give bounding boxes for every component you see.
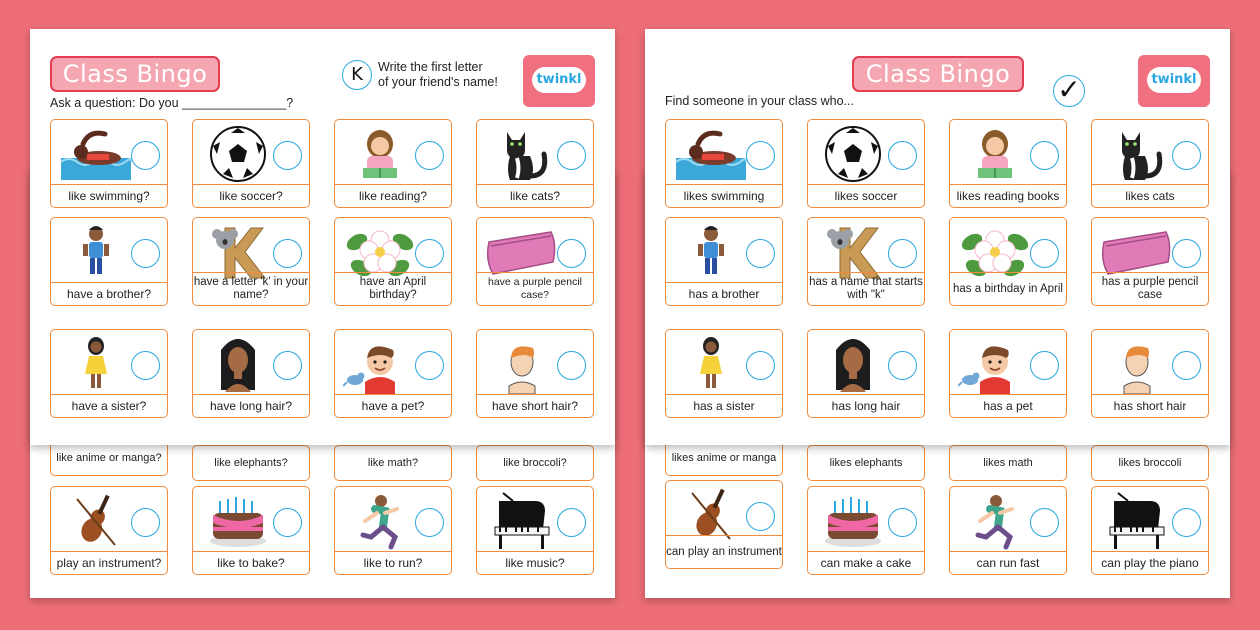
card-label: has a pet [950, 394, 1066, 417]
card-label: have long hair? [193, 394, 309, 417]
piano-icon [485, 491, 559, 551]
card-label: has long hair [808, 394, 924, 417]
bingo-card[interactable] [334, 445, 452, 481]
card-label: likes cats [1092, 184, 1208, 207]
card-label: likes broccoli [1118, 456, 1182, 469]
bingo-card[interactable] [1091, 119, 1209, 208]
soccer-ball-icon [816, 124, 890, 184]
bingo-card[interactable] [665, 480, 783, 569]
girl-icon [674, 334, 748, 394]
swimmer-icon [59, 124, 133, 184]
bingo-card[interactable] [949, 119, 1067, 208]
check-circle[interactable] [557, 351, 586, 380]
card-label: like music? [477, 551, 593, 574]
card-label: have a brother? [51, 282, 167, 305]
bingo-card[interactable] [807, 329, 925, 418]
bingo-card[interactable] [192, 486, 310, 575]
bingo-card[interactable] [50, 119, 168, 208]
girl-icon [59, 334, 133, 394]
check-circle[interactable] [273, 508, 302, 537]
card-label: have a letter 'k' in your name? [193, 272, 309, 305]
bingo-card[interactable] [476, 445, 594, 481]
card-label: likes reading books [950, 184, 1066, 207]
card-label: likes math [983, 456, 1033, 469]
runner-icon [958, 491, 1032, 551]
twinkl-logo-text: twinkl [532, 67, 586, 93]
check-circle[interactable] [131, 239, 160, 268]
bingo-card[interactable] [665, 119, 783, 208]
reading-girl-icon [343, 124, 417, 184]
instruction-text: Ask a question: Do you _______________? [50, 96, 294, 110]
cake-icon [816, 491, 890, 551]
check-circle[interactable] [1030, 508, 1059, 537]
bingo-card[interactable] [949, 217, 1067, 306]
card-label: like to bake? [193, 551, 309, 574]
check-circle[interactable] [131, 141, 160, 170]
long-hair-icon [201, 334, 275, 394]
card-label: has a name that starts with "k" [808, 272, 924, 305]
bingo-card[interactable] [50, 329, 168, 418]
bingo-card[interactable] [949, 445, 1067, 481]
card-label: play an instrument? [51, 551, 167, 574]
badge-line-2: of your friend's name! [378, 75, 498, 89]
piano-icon [1100, 491, 1174, 551]
card-label: have a pet? [335, 394, 451, 417]
bingo-card[interactable] [949, 486, 1067, 575]
card-label: likes soccer [808, 184, 924, 207]
card-label: has a sister [666, 394, 782, 417]
check-circle[interactable] [746, 351, 775, 380]
card-label: has a birthday in April [950, 272, 1066, 305]
card-label: has a brother [666, 282, 782, 305]
swimmer-icon [674, 124, 748, 184]
bingo-card[interactable] [334, 329, 452, 418]
card-label: can run fast [950, 551, 1066, 574]
check-circle[interactable] [746, 239, 775, 268]
bingo-card[interactable] [1091, 486, 1209, 575]
reading-girl-icon [958, 124, 1032, 184]
bingo-card[interactable] [192, 445, 310, 481]
check-circle[interactable] [415, 239, 444, 268]
check-circle[interactable] [1172, 508, 1201, 537]
card-label: like soccer? [193, 184, 309, 207]
bingo-card[interactable] [665, 217, 783, 306]
card-label: have short hair? [477, 394, 593, 417]
card-label: like swimming? [51, 184, 167, 207]
twinkl-logo-text: twinkl [1147, 67, 1201, 93]
card-label: can play the piano [1092, 551, 1208, 574]
check-circle[interactable] [415, 141, 444, 170]
check-circle[interactable] [1030, 351, 1059, 380]
bingo-card[interactable] [476, 486, 594, 575]
check-circle[interactable] [888, 239, 917, 268]
card-label: like anime or manga? [56, 451, 162, 464]
card-label: like elephants? [214, 456, 288, 469]
cake-icon [201, 491, 275, 551]
check-circle[interactable] [888, 508, 917, 537]
short-hair-icon [485, 334, 559, 394]
boy-with-bird-icon [958, 334, 1032, 394]
bingo-card[interactable] [476, 329, 594, 418]
check-circle[interactable] [273, 351, 302, 380]
check-circle[interactable] [131, 508, 160, 537]
bingo-card[interactable] [50, 486, 168, 575]
bingo-card[interactable] [665, 440, 783, 476]
bingo-card[interactable] [1091, 329, 1209, 418]
card-label: like math? [367, 456, 419, 469]
card-label: has a purple pencil case [1092, 272, 1208, 305]
check-circle[interactable] [1030, 141, 1059, 170]
badge-line-1: Write the first letter [378, 60, 483, 74]
instruction-text: Find someone in your class who... [665, 94, 854, 108]
bingo-card[interactable] [334, 119, 452, 208]
bingo-card[interactable] [949, 329, 1067, 418]
cat-icon [1100, 124, 1174, 184]
tick-icon: ✓ [1053, 75, 1085, 107]
check-circle[interactable] [1030, 239, 1059, 268]
check-circle[interactable] [273, 141, 302, 170]
page-title: Class Bingo [852, 56, 1024, 92]
page-title: Class Bingo [50, 56, 220, 92]
check-circle[interactable] [1172, 351, 1201, 380]
bingo-card[interactable] [476, 217, 594, 306]
twinkl-logo [1138, 55, 1210, 107]
check-circle[interactable] [131, 351, 160, 380]
runner-icon [343, 491, 417, 551]
short-hair-icon [1100, 334, 1174, 394]
check-circle[interactable] [746, 502, 775, 531]
card-label: can play an instrument [666, 535, 782, 568]
letter-k-badge: K [342, 60, 372, 90]
boy-icon [59, 222, 133, 282]
boy-with-bird-icon [343, 334, 417, 394]
card-label: likes anime or manga [671, 451, 777, 464]
check-circle[interactable] [746, 141, 775, 170]
card-label: like to run? [335, 551, 451, 574]
bingo-card[interactable] [807, 217, 925, 306]
bingo-card[interactable] [192, 217, 310, 306]
check-circle[interactable] [888, 141, 917, 170]
bingo-card[interactable] [50, 440, 168, 476]
soccer-ball-icon [201, 124, 275, 184]
check-circle[interactable] [1172, 239, 1201, 268]
twinkl-logo [523, 55, 595, 107]
check-circle[interactable] [557, 141, 586, 170]
bingo-card[interactable] [807, 445, 925, 481]
card-label: likes elephants [829, 456, 903, 469]
bingo-card[interactable] [665, 329, 783, 418]
card-label: have an April birthday? [335, 272, 451, 305]
long-hair-icon [816, 334, 890, 394]
card-label: have a sister? [51, 394, 167, 417]
bingo-card[interactable] [807, 486, 925, 575]
bingo-card[interactable] [192, 329, 310, 418]
check-circle[interactable] [1172, 141, 1201, 170]
bingo-card[interactable] [334, 486, 452, 575]
check-circle[interactable] [415, 508, 444, 537]
card-label: like broccoli? [503, 456, 567, 469]
card-label: like cats? [477, 184, 593, 207]
check-circle[interactable] [415, 351, 444, 380]
boy-icon [674, 222, 748, 282]
right-front-sheet [645, 29, 1230, 445]
violin-icon [59, 491, 133, 551]
check-circle[interactable] [273, 239, 302, 268]
bingo-card[interactable] [334, 217, 452, 306]
cat-icon [485, 124, 559, 184]
bingo-card[interactable] [1091, 217, 1209, 306]
card-label: can make a cake [808, 551, 924, 574]
bingo-card[interactable] [1091, 445, 1209, 481]
bingo-card[interactable] [807, 119, 925, 208]
card-label: has short hair [1092, 394, 1208, 417]
check-circle[interactable] [557, 239, 586, 268]
check-circle[interactable] [557, 508, 586, 537]
card-label: like reading? [335, 184, 451, 207]
card-label: likes swimming [666, 184, 782, 207]
card-label: have a purple pencil case? [477, 272, 593, 305]
bingo-card[interactable] [192, 119, 310, 208]
bingo-card[interactable] [476, 119, 594, 208]
bingo-card[interactable] [50, 217, 168, 306]
left-front-sheet [30, 29, 615, 445]
check-circle[interactable] [888, 351, 917, 380]
